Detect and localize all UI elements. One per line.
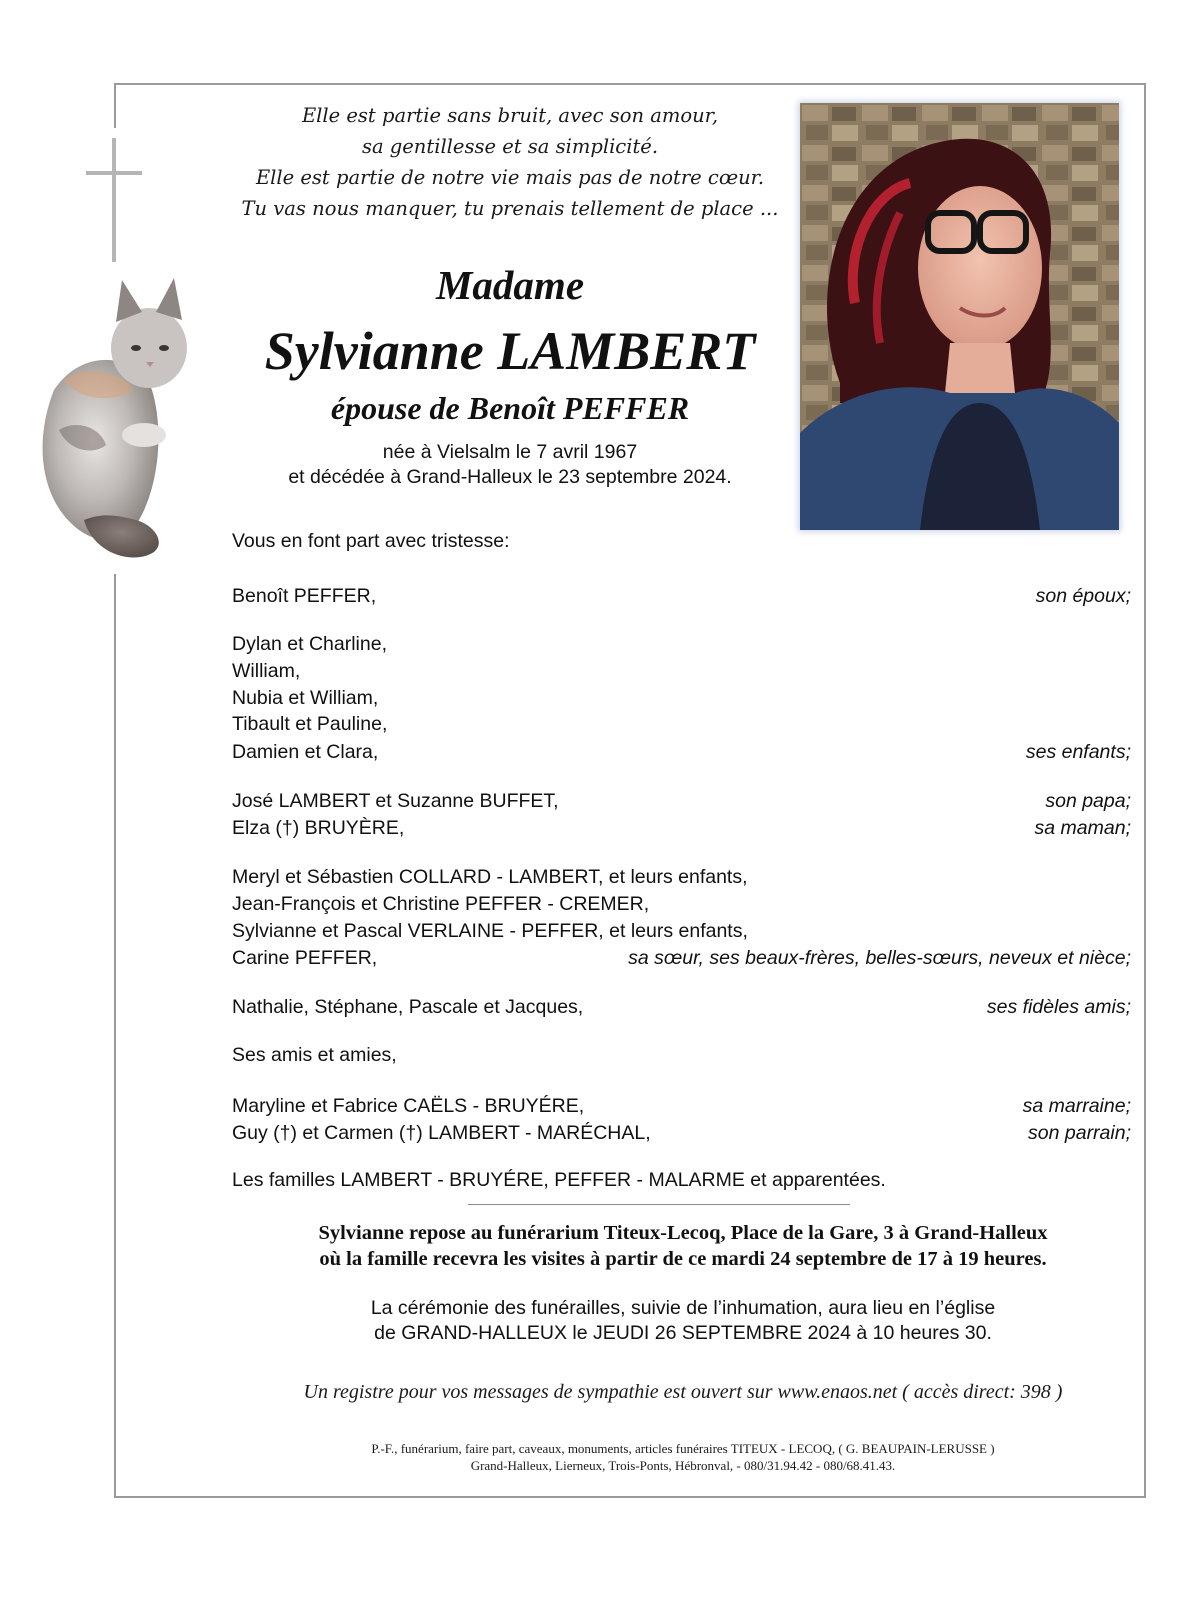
cross-icon <box>86 138 142 262</box>
funeral-home-line: P.-F., funérarium, faire part, caveaux, monuments, articles funéraires TITEUX - LECOQ, ( G. BEAUPAIN-LERUSSE ) <box>371 1441 995 1456</box>
frame-right-border <box>1144 83 1146 1498</box>
family-name: William, <box>232 660 301 682</box>
announcement-intro: Vous en font part avec tristesse: <box>232 530 510 552</box>
poem <box>235 100 785 224</box>
registry-note: Un registre pour vos messages de sympathie est ouvert sur www.enaos.net ( accès direct: 398 ) <box>303 1381 1063 1403</box>
family-relation: son papa; <box>1045 790 1131 812</box>
cat-picture <box>24 270 192 570</box>
family-name: Nathalie, Stéphane, Pascale et Jacques, <box>232 996 584 1018</box>
family-name: Guy (†) et Carmen (†) LAMBERT - MARÉCHAL, <box>232 1122 651 1144</box>
frame-left-border-upper <box>114 83 116 128</box>
family-name: Ses amis et amies, <box>232 1044 397 1066</box>
poem-line: sa gentillesse et sa simplicité. <box>361 135 659 158</box>
funeral-home-contact: Grand-Halleux, Lierneux, Trois-Ponts, Hébronval, - 080/31.94.42 - 080/68.41.43. <box>470 1458 896 1473</box>
family-name: Elza (†) BRUYÈRE, <box>232 817 405 839</box>
visitation-line: où la famille recevra les visites à partir de ce mardi 24 septembre de 17 à 19 heures. <box>319 1248 1047 1270</box>
family-name: Benoît PEFFER, <box>232 585 377 607</box>
frame-bottom-border <box>116 1496 1146 1498</box>
family-relation: sa sœur, ses beaux-frères, belles-sœurs, neveux et nièce; <box>628 947 1131 969</box>
family-relation: sa maman; <box>1034 817 1131 839</box>
family-relation: son époux; <box>1035 585 1131 607</box>
portrait-photo <box>800 103 1119 530</box>
poem-line: Elle est partie sans bruit, avec son amour, <box>301 104 719 127</box>
family-name: Carine PEFFER, <box>232 947 378 969</box>
deceased-name: Sylvianne LAMBERT <box>264 321 756 381</box>
family-name: Nubia et William, <box>232 687 379 709</box>
family-name: Les familles LAMBERT - BRUYÉRE, PEFFER - MALARME et apparentées. <box>232 1169 886 1191</box>
family-name: Tibault et Pauline, <box>232 713 388 735</box>
family-relation: ses fidèles amis; <box>986 996 1131 1018</box>
deceased-title: Madame <box>435 262 585 308</box>
frame-top-border <box>116 83 1146 85</box>
family-name: Jean-François et Christine PEFFER - CREMER, <box>232 893 650 915</box>
deceased-spouse: épouse de Benoît PEFFER <box>330 390 690 426</box>
ceremony-line: de GRAND-HALLEUX le JEUDI 26 SEPTEMBRE 2024 à 10 heures 30. <box>374 1322 992 1344</box>
family-relation: ses enfants; <box>1025 741 1131 763</box>
family-name: Sylvianne et Pascal VERLAINE - PEFFER, et leurs enfants, <box>232 920 748 942</box>
family-relation: son parrain; <box>1028 1122 1131 1144</box>
death-line: et décédée à Grand-Halleux le 23 septembre 2024. <box>288 466 732 488</box>
birth-line: née à Vielsalm le 7 avril 1967 <box>382 441 638 463</box>
family-name: Dylan et Charline, <box>232 633 387 655</box>
family-name: José LAMBERT et Suzanne BUFFET, <box>232 790 559 812</box>
ceremony-line: La cérémonie des funérailles, suivie de l’inhumation, aura lieu en l’église <box>370 1297 996 1319</box>
poem-line: Tu vas nous manquer, tu prenais tellement de place ... <box>241 197 779 220</box>
visitation-line: Sylvianne repose au funérarium Titeux-Lecoq, Place de la Gare, 3 à Grand-Halleux <box>318 1222 1048 1244</box>
family-name: Meryl et Sébastien COLLARD - LAMBERT, et leurs enfants, <box>232 866 748 888</box>
family-name: Damien et Clara, <box>232 741 379 763</box>
poem-line: Elle est partie de notre vie mais pas de notre cœur. <box>255 166 765 189</box>
family-relation: sa marraine; <box>1022 1095 1131 1117</box>
family-name: Maryline et Fabrice CAËLS - BRUYÉRE, <box>232 1095 585 1117</box>
separator-line <box>468 1204 850 1205</box>
frame-left-border-lower <box>114 574 116 1498</box>
